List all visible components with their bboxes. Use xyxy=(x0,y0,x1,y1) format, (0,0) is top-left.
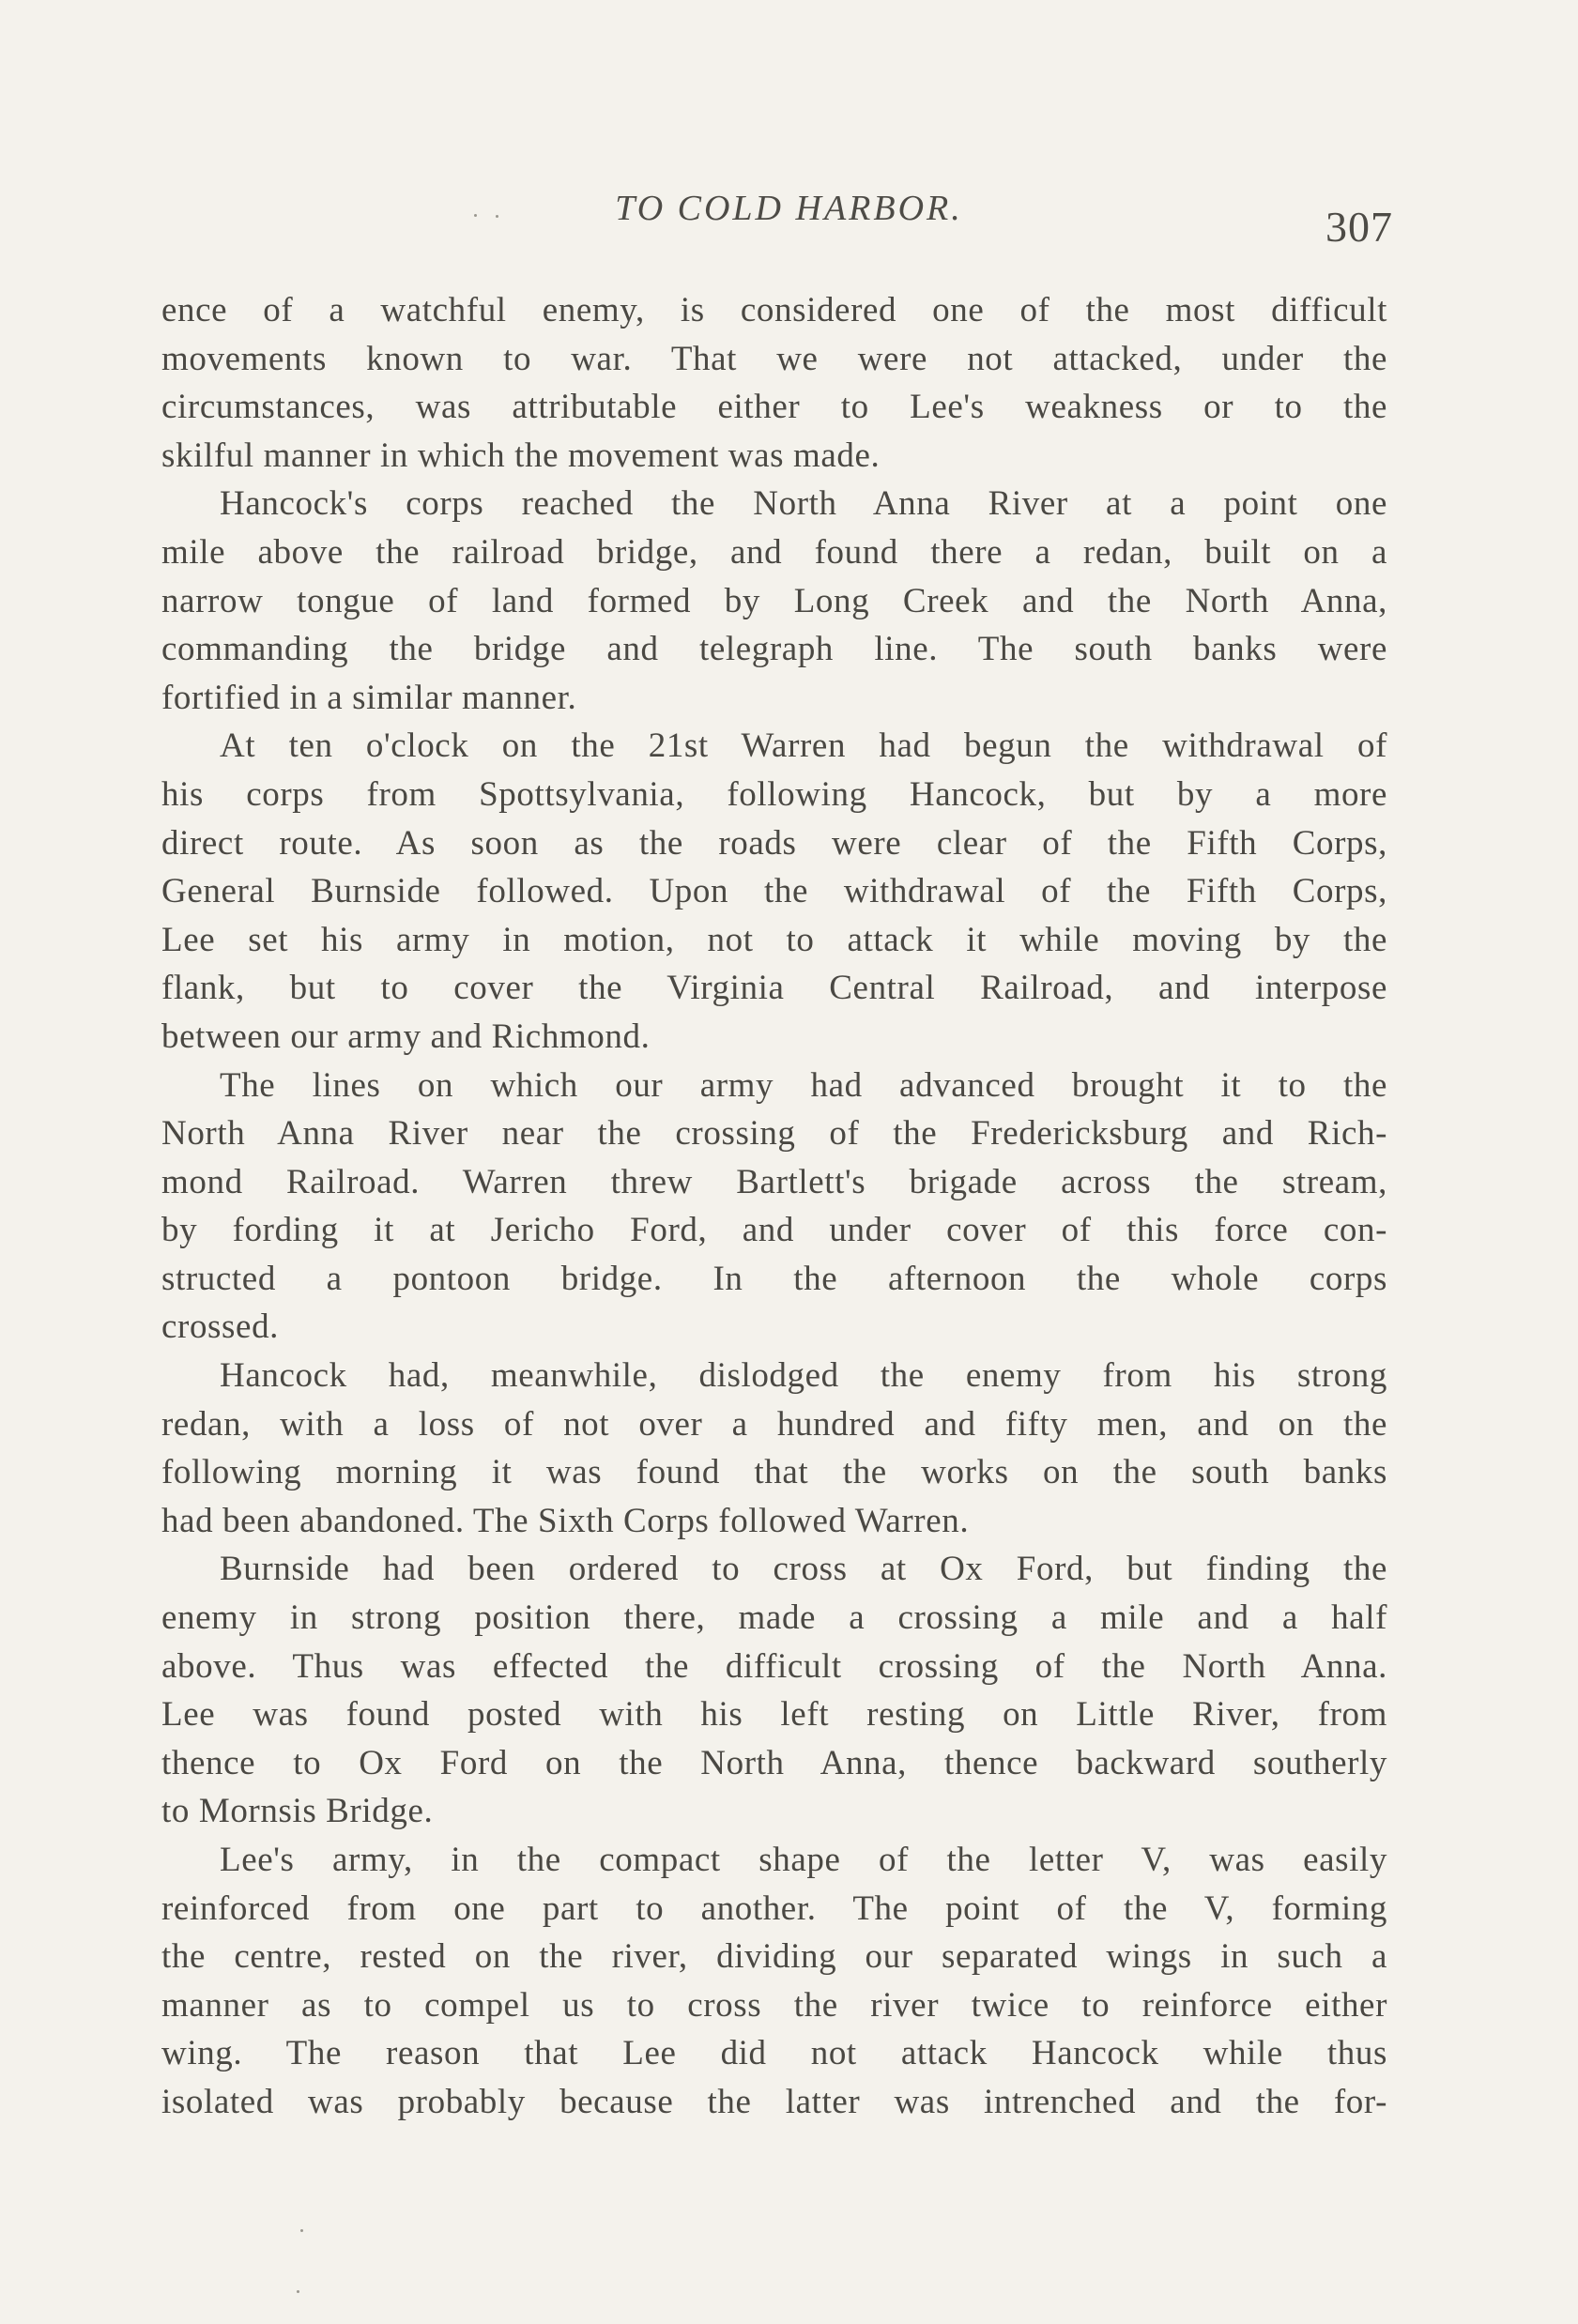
text-line: reinforced from one part to another. The point of the V, forming xyxy=(161,1888,1387,1928)
text-line: Hancock's corps reached the North Anna River at a point one xyxy=(220,484,1387,524)
text-line: At ten o'clock on the 21st Warren had begun the withdrawal of xyxy=(220,726,1387,766)
paper-speck xyxy=(474,214,477,217)
text-line: ence of a watchful enemy, is considered one of the most difficult xyxy=(161,291,1387,329)
text-line: by fording it at Jericho Ford, and under cover of this force con- xyxy=(161,1211,1387,1250)
text-line: narrow tongue of land formed by Long Creek and the North Anna, xyxy=(161,581,1387,620)
running-head: TO COLD HARBOR. xyxy=(615,189,963,228)
text-line: redan, with a loss of not over a hundred and fifty men, and on the xyxy=(161,1404,1387,1444)
text-line: between our army and Richmond. xyxy=(161,1017,651,1056)
text-line: flank, but to cover the Virginia Central Railroad, and interpose xyxy=(161,969,1387,1008)
text-line: North Anna River near the crossing of the Fredericksburg and Rich- xyxy=(161,1114,1387,1154)
page-number: 307 xyxy=(1325,203,1393,251)
text-line: fortified in a similar manner. xyxy=(161,678,577,717)
text-line: thence to Ox Ford on the North Anna, thence backward southerly xyxy=(161,1743,1387,1782)
text-line: skilful manner in which the movement was made. xyxy=(161,436,881,475)
text-line: structed a pontoon bridge. In the afternoon the whole corps xyxy=(161,1259,1387,1298)
text-line: Hancock had, meanwhile, dislodged the enemy from his strong xyxy=(220,1356,1387,1396)
text-line: above. Thus was effected the difficult crossing of the North Anna. xyxy=(161,1646,1387,1686)
text-line: wing. The reason that Lee did not attack Hancock while thus xyxy=(161,2034,1387,2073)
body-text xyxy=(161,286,1387,2127)
text-line: enemy in strong position there, made a crossing a mile and a half xyxy=(161,1598,1387,1638)
text-line: his corps from Spottsylvania, following Hancock, but by a more xyxy=(161,774,1387,814)
text-line: following morning it was found that the works on the south banks xyxy=(161,1453,1387,1492)
text-line: crossed. xyxy=(161,1307,280,1347)
text-line: Lee set his army in motion, not to attack it while moving by the xyxy=(161,920,1387,959)
text-line: manner as to compel us to cross the river twice to reinforce either xyxy=(161,1985,1387,2025)
paper-speck xyxy=(496,215,498,218)
text-line: The lines on which our army had advanced brought it to the xyxy=(220,1065,1387,1105)
text-line: movements known to war. That we were not attacked, under the xyxy=(161,339,1387,378)
paper-speck xyxy=(300,2229,303,2232)
text-line: Burnside had been ordered to cross at Ox Ford, but finding the xyxy=(220,1550,1387,1589)
text-line: the centre, rested on the river, dividing our separated wings in such a xyxy=(161,1937,1387,1977)
text-line: mond Railroad. Warren threw Bartlett's brigade across the stream, xyxy=(161,1162,1387,1201)
text-line: Lee's army, in the compact shape of the letter V, was easily xyxy=(220,1841,1387,1879)
text-line: to Mornsis Bridge. xyxy=(161,1792,434,1831)
text-line: had been abandoned. The Sixth Corps followed Warren. xyxy=(161,1501,970,1540)
text-line: mile above the railroad bridge, and found there a redan, built on a xyxy=(161,532,1387,572)
text-line: Lee was found posted with his left resting on Little River, from xyxy=(161,1695,1387,1735)
text-line: direct route. As soon as the roads were clear of the Fifth Corps, xyxy=(161,823,1387,863)
text-line: isolated was probably because the latter was intrenched and the for- xyxy=(161,2082,1387,2121)
text-line: circumstances, was attributable either to Lee's weakness or to the xyxy=(161,388,1387,427)
paper-speck xyxy=(297,2290,299,2293)
text-line: commanding the bridge and telegraph line. The south banks were xyxy=(161,630,1387,669)
text-line: General Burnside followed. Upon the withdrawal of the Fifth Corps, xyxy=(161,872,1387,911)
